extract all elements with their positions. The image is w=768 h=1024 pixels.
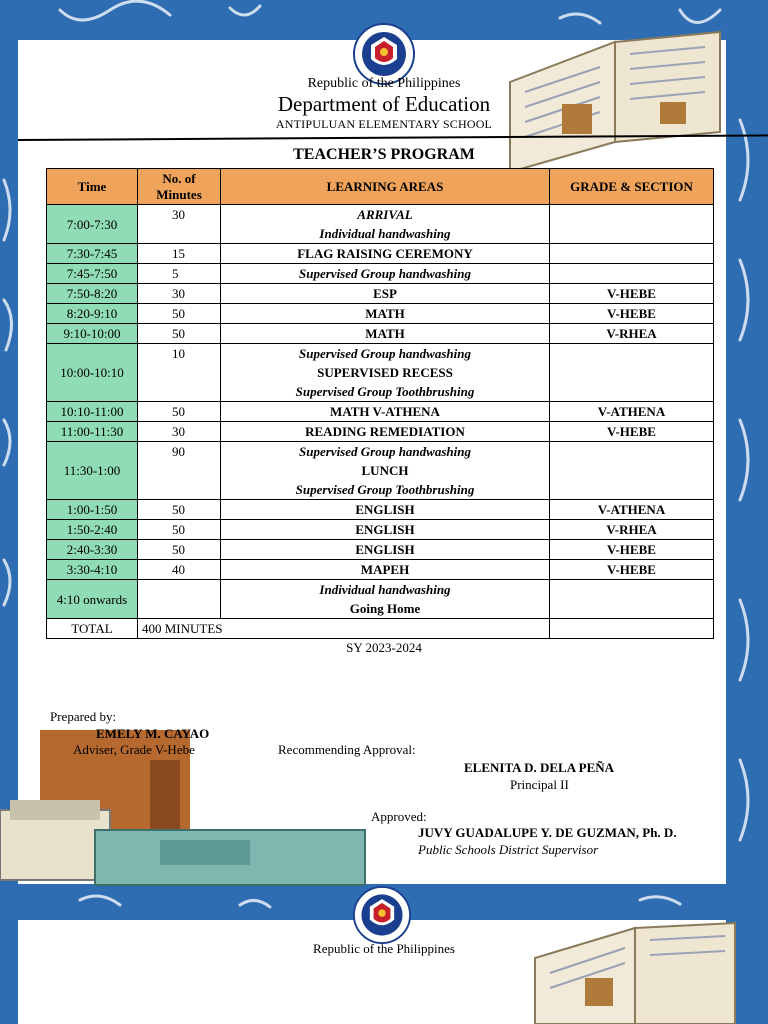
learning-area-cell [221, 244, 550, 264]
learning-area-line: Supervised Group handwashing [299, 346, 471, 361]
learning-area-line: MATH [365, 306, 405, 321]
learning-area-line: READING REMEDIATION [305, 424, 465, 439]
table-row [47, 500, 714, 520]
learning-area-cell [221, 304, 550, 324]
total-label: TOTAL [47, 619, 138, 639]
time-cell: 4:10 onwards [47, 580, 138, 619]
grade-section-cell: V-HEBE [550, 560, 714, 580]
approved-label: Approved: [371, 809, 427, 824]
minutes-cell: 40 [138, 560, 221, 580]
grade-section-cell: V-ATHENA [550, 402, 714, 422]
approved-title: Public Schools District Supervisor [418, 842, 599, 857]
grade-section-cell: V-HEBE [550, 540, 714, 560]
learning-area-cell [221, 520, 550, 540]
minutes-cell: 90 [138, 442, 221, 500]
learning-area-line: Going Home [349, 601, 421, 616]
open-book-bottom-icon [530, 918, 740, 1024]
learning-area-line: SUPERVISED RECESS [317, 365, 453, 380]
minutes-cell: 50 [138, 520, 221, 540]
recommending-label: Recommending Approval: [278, 742, 416, 757]
footer-republic: Republic of the Philippines [313, 941, 455, 956]
learning-area-cell [221, 500, 550, 520]
minutes-cell: 30 [138, 205, 221, 244]
table-row [47, 304, 714, 324]
learning-area-line: MATH [365, 326, 405, 341]
table-row [47, 540, 714, 560]
minutes-cell: 30 [138, 284, 221, 304]
prepared-title: Adviser, Grade V-Hebe [73, 742, 195, 757]
table-row [47, 205, 714, 244]
total-empty [550, 619, 714, 639]
table-header-row [47, 169, 714, 205]
minutes-cell [138, 580, 221, 619]
time-cell: 1:50-2:40 [47, 520, 138, 540]
table-row [47, 560, 714, 580]
learning-area-line: ENGLISH [355, 542, 415, 557]
learning-area-cell [221, 580, 550, 619]
minutes-cell: 50 [138, 304, 221, 324]
learning-area-line: Individual handwashing [319, 226, 451, 241]
school-name: ANTIPULUAN ELEMENTARY SCHOOL [275, 117, 493, 131]
col-grade-section: GRADE & SECTION [550, 169, 714, 205]
learning-area-line: MATH V-ATHENA [330, 404, 440, 419]
learning-area-cell [221, 205, 550, 244]
grade-section-cell: V-HEBE [550, 284, 714, 304]
col-time: Time [47, 169, 138, 205]
approved-name: JUVY GUADALUPE Y. DE GUZMAN, Ph. D. [418, 825, 677, 840]
schedule-body [47, 205, 714, 639]
col-minutes: No. of Minutes [138, 169, 221, 205]
department-header: Department of Education [277, 92, 491, 116]
learning-area-cell [221, 402, 550, 422]
table-row [47, 580, 714, 619]
learning-area-line: ESP [373, 286, 397, 301]
school-year: SY 2023-2024 [346, 640, 422, 655]
minutes-cell: 5 [138, 264, 221, 284]
time-cell: 9:10-10:00 [47, 324, 138, 344]
learning-area-line: LUNCH [361, 463, 409, 478]
learning-area-line: Supervised Group handwashing [299, 266, 471, 281]
table-row [47, 520, 714, 540]
learning-area-line: ARRIVAL [357, 207, 413, 222]
minutes-cell: 50 [138, 402, 221, 422]
learning-area-cell [221, 344, 550, 402]
table-row [47, 402, 714, 422]
prepared-label: Prepared by: [50, 709, 117, 724]
learning-area-line: MAPEH [360, 562, 410, 577]
table-row [47, 264, 714, 284]
time-cell: 11:00-11:30 [47, 422, 138, 442]
republic-header: Republic of the Philippines [307, 76, 461, 91]
deped-seal-footer-icon [353, 886, 411, 944]
learning-area-line: Supervised Group Toothbrushing [295, 482, 475, 497]
time-cell: 8:20-9:10 [47, 304, 138, 324]
table-row [47, 244, 714, 264]
minutes-cell: 50 [138, 540, 221, 560]
learning-area-line: Supervised Group Toothbrushing [295, 384, 475, 399]
time-cell: 10:10-11:00 [47, 402, 138, 422]
time-cell: 7:30-7:45 [47, 244, 138, 264]
learning-area-cell [221, 324, 550, 344]
total-row [47, 619, 714, 639]
time-cell: 7:45-7:50 [47, 264, 138, 284]
recommending-name: ELENITA D. DELA PEÑA [464, 760, 615, 775]
time-cell: 11:30-1:00 [47, 442, 138, 500]
grade-section-cell: V-ATHENA [550, 500, 714, 520]
learning-area-cell [221, 540, 550, 560]
learning-area-line: FLAG RAISING CEREMONY [297, 246, 473, 261]
time-cell: 3:30-4:10 [47, 560, 138, 580]
minutes-cell: 30 [138, 422, 221, 442]
time-cell: 7:00-7:30 [47, 205, 138, 244]
recommending-title: Principal II [510, 777, 569, 792]
minutes-cell: 50 [138, 500, 221, 520]
col-learning-areas: LEARNING AREAS [221, 169, 550, 205]
minutes-cell: 10 [138, 344, 221, 402]
table-row [47, 284, 714, 304]
grade-section-cell [550, 264, 714, 284]
learning-area-line: Individual handwashing [319, 582, 451, 597]
minutes-cell: 50 [138, 324, 221, 344]
total-value: 400 MINUTES [138, 619, 550, 639]
grade-section-cell: V-RHEA [550, 520, 714, 540]
table-row [47, 324, 714, 344]
learning-area-line: Supervised Group handwashing [299, 444, 471, 459]
grade-section-cell [550, 244, 714, 264]
program-title: TEACHER’S PROGRAM [293, 146, 475, 163]
learning-area-cell [221, 284, 550, 304]
learning-area-cell [221, 442, 550, 500]
learning-area-cell [221, 560, 550, 580]
grade-section-cell: V-RHEA [550, 324, 714, 344]
grade-section-cell: V-HEBE [550, 422, 714, 442]
table-row [47, 442, 714, 500]
grade-section-cell [550, 344, 714, 402]
grade-section-cell: V-HEBE [550, 304, 714, 324]
table-row [47, 344, 714, 402]
time-cell: 2:40-3:30 [47, 540, 138, 560]
time-cell: 10:00-10:10 [47, 344, 138, 402]
grade-section-cell [550, 442, 714, 500]
learning-area-line: ENGLISH [355, 522, 415, 537]
grade-section-cell [550, 205, 714, 244]
schedule-table [46, 168, 714, 639]
learning-area-cell [221, 264, 550, 284]
time-cell: 7:50-8:20 [47, 284, 138, 304]
time-cell: 1:00-1:50 [47, 500, 138, 520]
minutes-cell: 15 [138, 244, 221, 264]
table-row [47, 422, 714, 442]
grade-section-cell [550, 580, 714, 619]
prepared-name: EMELY M. CAYAO [96, 726, 210, 741]
learning-area-line: ENGLISH [355, 502, 415, 517]
learning-area-cell [221, 422, 550, 442]
